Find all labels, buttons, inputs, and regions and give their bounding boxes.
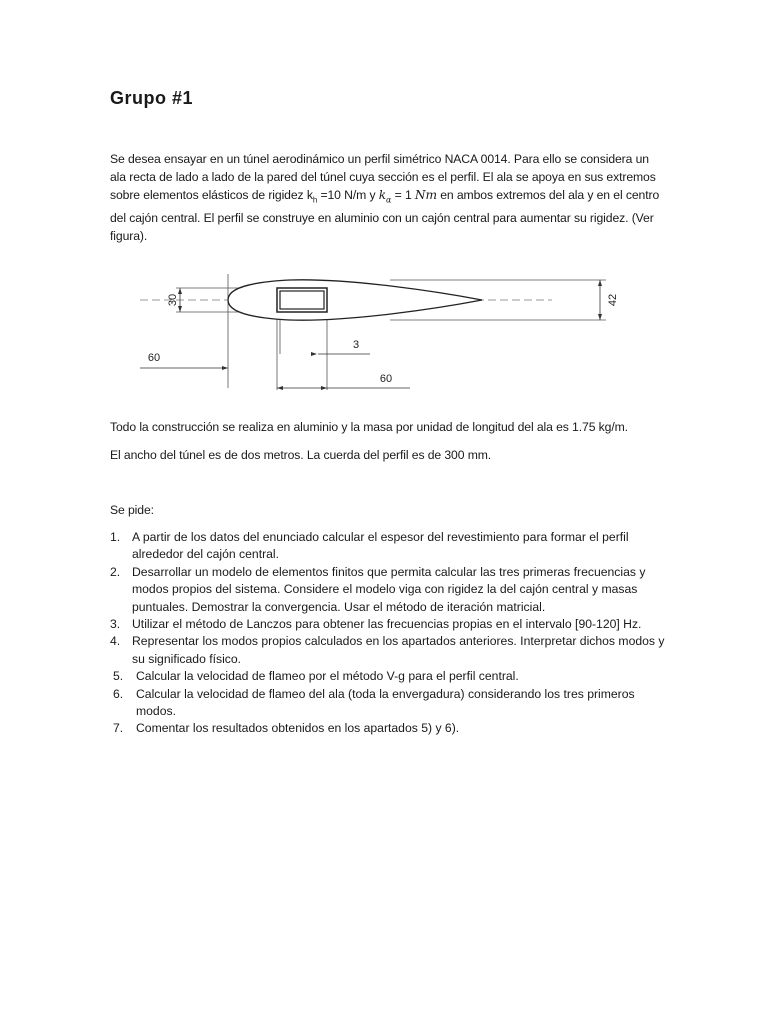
list-item-text: A partir de los datos del enunciado calcular el espesor del revestimiento para formar el perfil alrededor del cajón central.	[132, 530, 629, 562]
k-alpha-subscript: α	[386, 195, 392, 205]
list-item-number: 4.	[110, 634, 121, 649]
list-item-number: 7.	[113, 721, 124, 736]
intro-text-1: Se desea ensayar en un túnel aerodinámico un perfil simétrico NACA 0014. Para ello se considera un ala recta de lado a lado de la pared del túnel cuya sección es el perfil. El ala se apoya en sus extremos sobre elementos elásticos de rigidez k	[110, 152, 656, 202]
list-item-number: 5.	[113, 669, 124, 684]
list-item	[110, 616, 670, 633]
dim-3-label: 3	[352, 339, 360, 351]
list-item-text: Calcular la velocidad de flameo del ala (toda la envergadura) considerando los tres primeros modos.	[136, 686, 635, 719]
dim-42-label: 42	[607, 293, 619, 307]
nm-unit: Nm	[414, 188, 437, 202]
list-item-text: Utilizar el método de Lanczos para obtener las frecuencias propias en el intervalo [90-120] Hz.	[132, 617, 642, 632]
kh-subscript: h	[312, 195, 318, 205]
list-item	[110, 564, 670, 616]
airfoil-drawing	[140, 268, 630, 400]
k-alpha-symbol: k	[378, 188, 387, 202]
list-item-text: Desarrollar un modelo de elementos finitos que permita calcular las tres primeras frecuencias y modos propios del sistema. Considere el modelo viga con rigidez la del cajón central y masas puntuales. Demostrar la convergencia. Usar el método de iteración matricial.	[132, 564, 646, 614]
dim-60-box-arrow-right	[321, 386, 327, 390]
list-item	[110, 720, 670, 737]
dim-3-arrow	[311, 352, 317, 356]
se-pide-label: Se pide:	[110, 503, 154, 517]
intro-paragraph	[110, 150, 662, 245]
document-title: Grupo #1	[110, 88, 194, 108]
list-item-number: 6.	[113, 686, 124, 701]
airfoil-figure	[140, 268, 630, 405]
list-item-text: Comentar los resultados obtenidos en los apartados 5) y 6).	[136, 721, 460, 736]
list-item-number: 3.	[110, 617, 121, 632]
list-item-text: Calcular la velocidad de flameo por el método V-g para el perfil central.	[136, 669, 519, 684]
list-item	[110, 668, 670, 685]
list-item-number: 1.	[110, 530, 121, 544]
airfoil-outline	[228, 280, 482, 320]
dim-60-box-arrow-left	[277, 386, 283, 390]
list-item	[110, 529, 670, 564]
list-item	[110, 633, 670, 668]
dim-42-arrow-bottom	[598, 314, 602, 320]
list-item-number: 2.	[110, 564, 121, 579]
dim-30-label: 30	[167, 293, 179, 307]
list-item-text: Representar los modos propios calculados en los apartados anteriores. Interpretar dichos modos y su significado físico.	[132, 634, 665, 666]
intro-text-4: en ambos extremos del ala y en el centro del cajón central. El perfil se construye en aluminio con un cajón central para aumentar su rigidez. (Ver figura).	[110, 188, 660, 244]
task-list	[110, 529, 670, 738]
tunnel-paragraph: El ancho del túnel es de dos metros. La cuerda del perfil es de 300 mm.	[110, 448, 492, 462]
intro-text-3: = 1	[391, 188, 415, 202]
dim-60-left-label: 60	[147, 352, 161, 364]
dim-60-left-arrow	[222, 366, 228, 370]
dim-42-arrow-top	[598, 280, 602, 286]
list-item	[110, 686, 670, 721]
dim-30-arrow-top	[178, 288, 182, 294]
mass-paragraph: Todo la construcción se realiza en aluminio y la masa por unidad de longitud del ala es 1.75 kg/m.	[110, 420, 628, 434]
dim-60-box-label: 60	[379, 373, 393, 385]
intro-text-2: =10 N/m y	[317, 188, 379, 202]
